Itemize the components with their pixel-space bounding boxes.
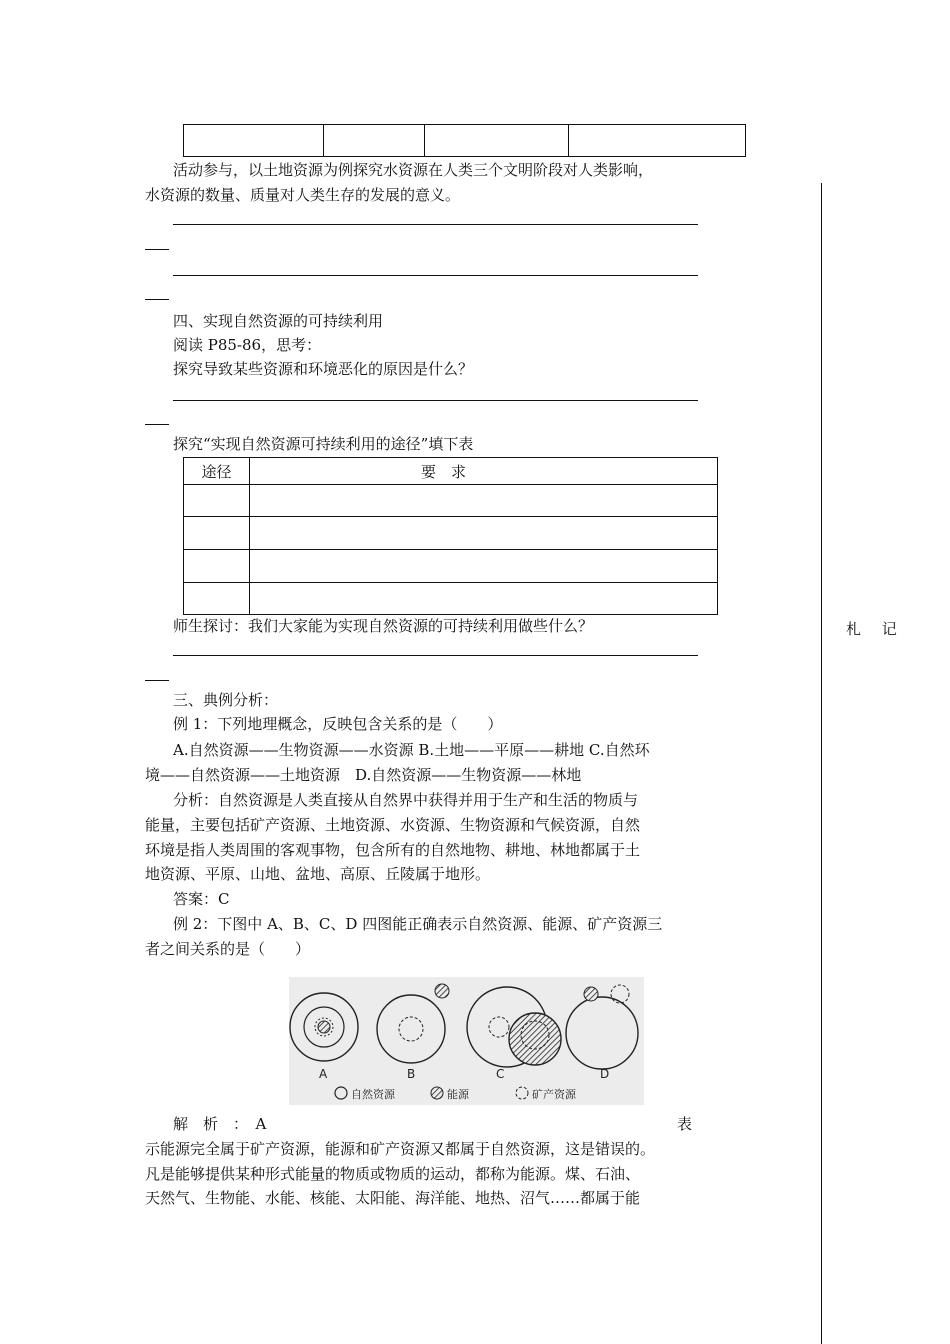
example-1-question: 例 1：下列地理概念，反映包含关系的是（ ） [173,715,503,733]
explanation-line: 示能源完全属于矿产资源，能源和矿产资源又都属于自然资源，这是错误的。 [145,1140,656,1158]
answer-blank[interactable] [173,400,698,401]
example-1-options-2: 境——自然资源——土地资源 D.自然资源——生物资源——林地 [145,766,582,784]
answer-blank[interactable] [173,275,698,276]
answer-blank[interactable] [173,655,698,656]
table-cell[interactable] [250,550,718,583]
answer-blank-tail [145,249,169,250]
question-1: 探究导致某些资源和环境恶化的原因是什么？ [173,360,474,378]
margin-divider [821,183,822,1344]
table-cell [184,125,324,157]
answer-blank-tail [145,680,169,681]
legend-energy: 能源 [447,1088,469,1101]
activity-line-2: 水资源的数量、质量对人类生存的发展的意义。 [145,186,461,204]
table-header-requirement: 要 求 [250,458,718,485]
answer-text: 答案：C [173,890,230,908]
answer-blank-tail [145,299,169,300]
panel-label-c: C [496,1067,505,1081]
table-cell[interactable] [184,550,250,583]
resource-relationship-figure [289,977,644,1105]
example-1-options-1: A.自然资源——生物资源——水资源 B.土地——平原——耕地 C.自然环 [173,741,650,759]
read-instruction: 阅读 P85-86，思考： [173,336,322,354]
table-cell[interactable] [250,583,718,615]
explanation-end: 表 [677,1115,693,1133]
table-header-path: 途径 [184,458,250,485]
analysis-line: 分析：自然资源是人类直接从自然界中获得并用于生产和生活的物质与 [173,791,639,809]
analysis-line: 环境是指人类周围的客观事物，包含所有的自然地物、耕地、林地都属于土 [145,841,641,859]
answer-blank-tail [145,424,169,425]
top-table [183,124,746,157]
example-2-line-1: 例 2：下图中 A、B、C、D 四图能正确表示自然资源、能源、矿产资源三 [173,915,663,933]
table-cell [569,125,746,157]
panel-label-a: A [319,1067,328,1081]
table-intro: 探究“实现自然资源可持续利用的途径”填下表 [173,435,474,453]
diagram-d [566,985,638,1081]
discussion-question: 师生探讨：我们大家能为实现自然资源的可持续利用做些什么？ [173,617,594,635]
paths-table [183,457,718,615]
legend-mineral-resources: 矿产资源 [532,1088,576,1101]
table-cell[interactable] [250,517,718,550]
table-cell [324,125,425,157]
explanation-line: 天然气、生物能、水能、核能、太阳能、海洋能、地热、沼气……都属于能 [145,1189,641,1207]
panel-label-b: B [407,1067,416,1081]
analysis-line: 地资源、平原、山地、盆地、高原、丘陵属于地形。 [145,865,491,883]
table-cell[interactable] [184,583,250,615]
answer-blank[interactable] [173,224,698,225]
analysis-line: 能量，主要包括矿产资源、土地资源、水资源、生物资源和气候资源，自然 [145,816,641,834]
activity-line-1: 活动参与，以土地资源为例探究水资源在人类三个文明阶段对人类影响， [173,161,654,179]
table-cell [425,125,569,157]
section4-heading: 四、实现自然资源的可持续利用 [173,312,384,330]
diagram-b [377,984,449,1081]
explanation-start: 解 析 ： A [173,1115,267,1133]
panel-label-d: D [600,1067,610,1081]
diagram-a [290,993,358,1081]
table-cell[interactable] [184,485,250,517]
table-cell[interactable] [184,517,250,550]
explanation-line: 凡是能够提供某种形式能量的物质或物质的运动，都称为能源。煤、石油、 [145,1165,641,1183]
legend-natural-resources: 自然资源 [351,1088,395,1101]
diagram-c [467,987,561,1081]
figure-legend [335,1087,577,1101]
notes-label: 札 记 [846,620,905,638]
example-2-line-2: 者之间关系的是（ ） [145,940,311,958]
table-cell[interactable] [250,485,718,517]
section3-heading: 三、典例分析： [173,691,279,709]
